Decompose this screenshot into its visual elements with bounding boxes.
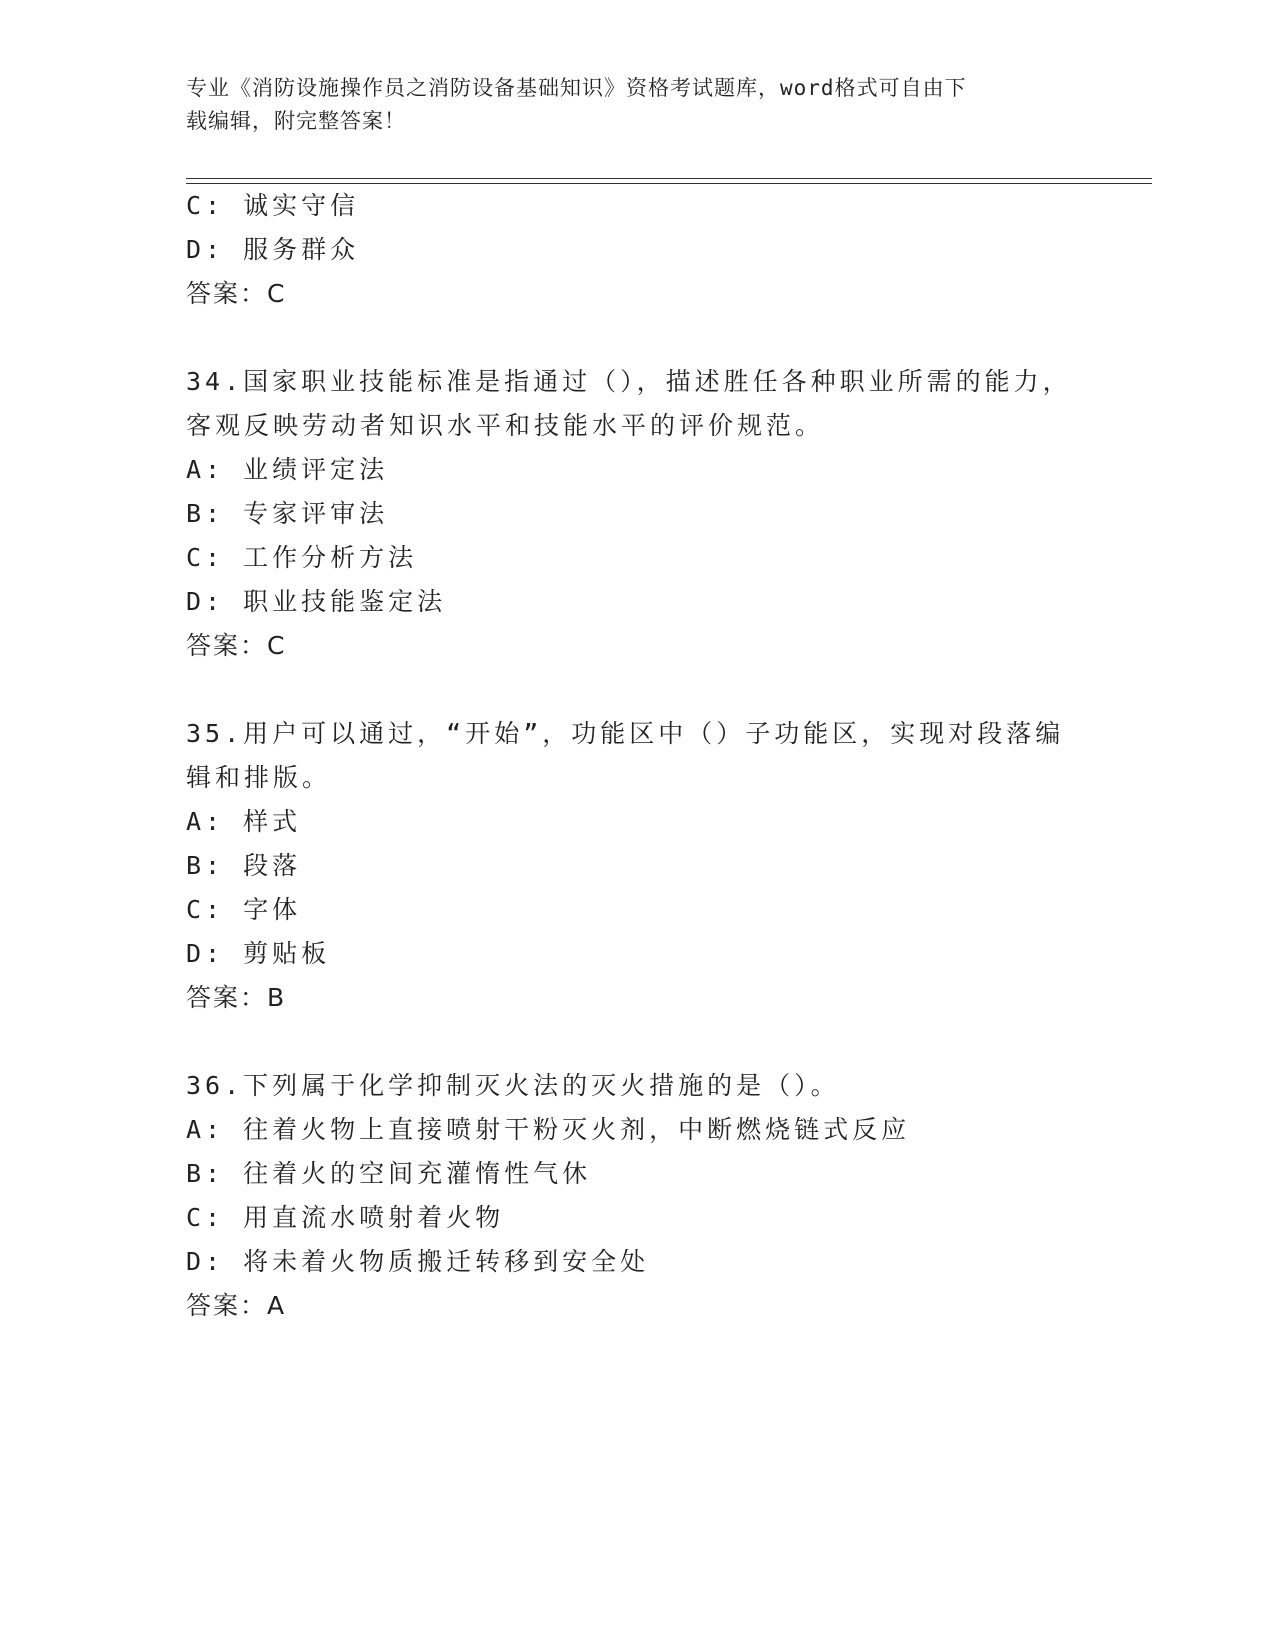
option-d: D: 将未着火物质搬迁转移到安全处 (186, 1247, 650, 1276)
option-d: D: 职业技能鉴定法 (186, 587, 447, 616)
option-b: B: 往着火的空间充灌惰性气休 (186, 1159, 592, 1188)
question-stem: 36.下列属于化学抑制灭火法的灭火措施的是（）。 (186, 1071, 840, 1100)
question-stem-continued: 辑和排版。 (186, 763, 332, 792)
option-c: C: 用直流水喷射着火物 (186, 1203, 505, 1232)
option-a: A: 样式 (186, 807, 302, 836)
option-d: D: 服务群众 (186, 235, 360, 264)
question-stem: 35.用户可以通过，“开始”，功能区中（）子功能区，实现对段落编 (186, 719, 1065, 748)
question-stem: 34.国家职业技能标准是指通过（），描述胜任各种职业所需的能力， (186, 367, 1072, 396)
header-divider-bottom (186, 183, 1152, 184)
option-a: A: 往着火物上直接喷射干粉灭火剂，中断燃烧链式反应 (186, 1115, 911, 1144)
option-d: D: 剪贴板 (186, 939, 331, 968)
question-stem-continued: 客观反映劳动者知识水平和技能水平的评价规范。 (186, 411, 825, 440)
document-header (186, 72, 1086, 138)
answer: 答案：C (186, 279, 287, 308)
header-divider-top (186, 178, 1152, 179)
option-c: C: 工作分析方法 (186, 543, 418, 572)
answer: 答案：C (186, 631, 287, 660)
header-line-1: 专业《消防设施操作员之消防设备基础知识》资格考试题库，word格式可自由下 (186, 76, 967, 100)
option-a: A: 业绩评定法 (186, 455, 389, 484)
answer: 答案：B (186, 983, 287, 1012)
header-line-2: 载编辑，附完整答案！ (186, 109, 406, 133)
option-c: C: 诚实守信 (186, 191, 360, 220)
option-c: C: 字体 (186, 895, 302, 924)
option-b: B: 专家评审法 (186, 499, 389, 528)
option-b: B: 段落 (186, 851, 302, 880)
answer: 答案：A (186, 1291, 287, 1320)
